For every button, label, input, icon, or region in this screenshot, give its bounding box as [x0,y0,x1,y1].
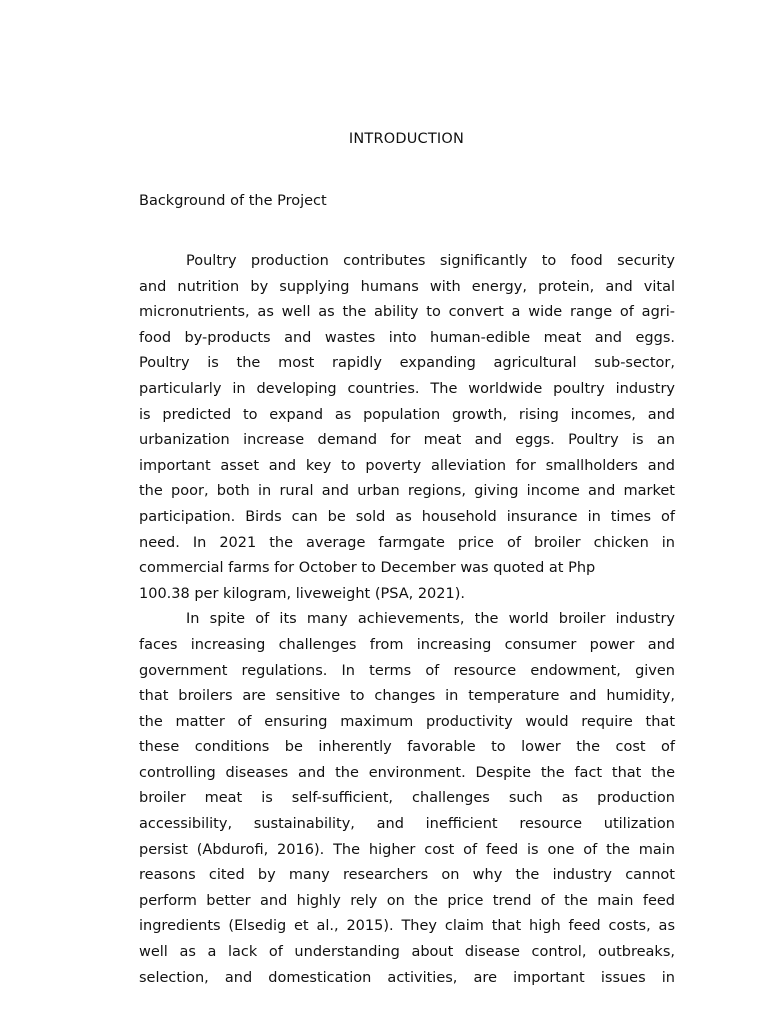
text-line: government regulations. In terms of resource endowment, given [139,662,675,679]
text-line: need. In 2021 the average farmgate price of broiler chicken in [139,534,675,551]
text-line: and nutrition by supplying humans with energy, protein, and vital [139,278,675,295]
text-line: faces increasing challenges from increasing consumer power and [139,636,675,653]
text-line: participation. Birds can be sold as household insurance in times of [139,508,675,525]
text-line: ingredients (Elsedig et al., 2015). They claim that high feed costs, as [139,918,675,935]
section-heading: Background of the Project [139,193,327,209]
text-line: Poultry production contributes significantly to food security [186,253,675,269]
text-line: accessibility, sustainability, and inefficient resource utilization [139,816,675,833]
text-line: well as a lack of understanding about disease control, outbreaks, [139,944,675,961]
text-line: particularly in developing countries. The worldwide poultry industry [139,380,675,397]
text-line: important asset and key to poverty alleviation for smallholders and [139,457,675,474]
text-line: Poultry is the most rapidly expanding agricultural sub-sector, [139,355,675,372]
text-line: that broilers are sensitive to changes in temperature and humidity, [139,688,675,705]
text-line: persist (Abdurofi, 2016). The higher cost of feed is one of the main [139,841,675,858]
text-line: micronutrients, as well as the ability to convert a wide range of agri- [139,304,675,321]
text-line: these conditions be inherently favorable to lower the cost of [139,739,675,756]
text-line: commercial farms for October to December was quoted at Php [139,560,596,577]
text-line: the poor, both in rural and urban regions, giving income and market [139,483,675,500]
text-line: food by-products and wastes into human-edible meat and eggs. [139,329,675,346]
text-line: reasons cited by many researchers on why the industry cannot [139,867,675,884]
text-line: 100.38 per kilogram, liveweight (PSA, 2021). [139,585,465,602]
paragraph-2 [139,607,675,991]
text-line: perform better and highly rely on the price trend of the main feed [139,892,675,909]
text-line: urbanization increase demand for meat and eggs. Poultry is an [139,432,675,449]
text-line: is predicted to expand as population growth, rising incomes, and [139,406,675,423]
body-text [139,249,675,991]
text-line: selection, and domestication activities, are important issues in [139,969,675,986]
paragraph-1 [139,249,675,607]
text-line: In spite of its many achievements, the world broiler industry [186,611,675,628]
text-line: broiler meat is self-sufficient, challenges such as production [139,790,675,807]
text-line: controlling diseases and the environment. Despite the fact that the [139,764,675,781]
page-title: INTRODUCTION [348,131,465,147]
text-line: the matter of ensuring maximum productivity would require that [139,713,675,730]
